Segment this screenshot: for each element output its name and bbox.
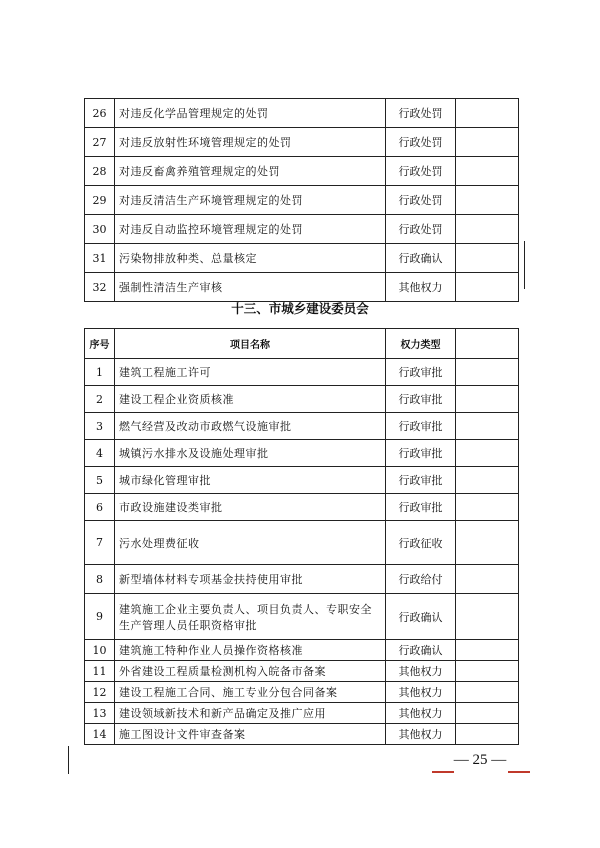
row-type: 行政审批 [386, 359, 456, 386]
table-row [85, 186, 519, 215]
row-number: 29 [85, 186, 115, 215]
row-name: 施工图设计文件审查备案 [115, 724, 386, 745]
row-name: 市政设施建设类审批 [115, 494, 386, 521]
continued-power-table [84, 98, 519, 302]
row-number: 30 [85, 215, 115, 244]
table-row [85, 157, 519, 186]
row-type: 行政确认 [386, 594, 456, 640]
table-row [85, 703, 519, 724]
construction-committee-power-table [84, 328, 519, 745]
row-name: 建筑工程施工许可 [115, 359, 386, 386]
row-blank [456, 565, 519, 594]
row-name: 建设工程施工合同、施工专业分包合同备案 [115, 682, 386, 703]
row-name: 城镇污水排水及设施处理审批 [115, 440, 386, 467]
row-type: 其他权力 [386, 661, 456, 682]
row-number: 12 [85, 682, 115, 703]
row-name: 燃气经营及改动市政燃气设施审批 [115, 413, 386, 440]
table-row [85, 467, 519, 494]
row-type: 其他权力 [386, 273, 456, 302]
table-row [85, 273, 519, 302]
table-row [85, 661, 519, 682]
row-blank [456, 682, 519, 703]
margin-rule [68, 746, 69, 774]
row-name: 对违反畜禽养殖管理规定的处罚 [115, 157, 386, 186]
row-name: 新型墙体材料专项基金扶持使用审批 [115, 565, 386, 594]
row-name: 对违反放射性环境管理规定的处罚 [115, 128, 386, 157]
table-header-row [85, 329, 519, 359]
row-blank [456, 494, 519, 521]
row-number: 1 [85, 359, 115, 386]
row-number: 9 [85, 594, 115, 640]
row-name: 对违反自动监控环境管理规定的处罚 [115, 215, 386, 244]
row-blank [456, 128, 519, 157]
row-name: 对违反化学品管理规定的处罚 [115, 99, 386, 128]
row-type: 行政确认 [386, 244, 456, 273]
row-number: 32 [85, 273, 115, 302]
row-blank [456, 273, 519, 302]
header-blank [456, 329, 519, 359]
row-name: 建设工程企业资质核准 [115, 386, 386, 413]
row-blank [456, 157, 519, 186]
row-type: 其他权力 [386, 724, 456, 745]
row-blank [456, 244, 519, 273]
row-type: 行政处罚 [386, 99, 456, 128]
row-type: 其他权力 [386, 703, 456, 724]
row-type: 行政审批 [386, 440, 456, 467]
row-blank [456, 215, 519, 244]
row-number: 27 [85, 128, 115, 157]
table-row [85, 215, 519, 244]
row-number: 3 [85, 413, 115, 440]
row-blank [456, 467, 519, 494]
row-blank [456, 521, 519, 565]
row-number: 26 [85, 99, 115, 128]
row-name: 污染物排放种类、总量核定 [115, 244, 386, 273]
row-name: 建设领域新技术和新产品确定及推广应用 [115, 703, 386, 724]
row-type: 行政处罚 [386, 157, 456, 186]
row-name: 强制性清洁生产审核 [115, 273, 386, 302]
row-number: 13 [85, 703, 115, 724]
table-row [85, 386, 519, 413]
row-number: 10 [85, 640, 115, 661]
row-type: 行政审批 [386, 386, 456, 413]
row-name: 建筑施工企业主要负责人、项目负责人、专职安全生产管理人员任职资格审批 [115, 594, 386, 640]
table-row [85, 724, 519, 745]
row-blank [456, 99, 519, 128]
page-number-underline-right [508, 771, 530, 773]
row-type: 行政审批 [386, 467, 456, 494]
page-number: — 25 — [453, 752, 507, 768]
row-name: 对违反清洁生产环境管理规定的处罚 [115, 186, 386, 215]
row-blank [456, 640, 519, 661]
table-row [85, 359, 519, 386]
row-type: 行政处罚 [386, 215, 456, 244]
row-blank [456, 386, 519, 413]
section-title: 十三、市城乡建设委员会 [231, 301, 369, 316]
row-blank [456, 440, 519, 467]
row-blank [456, 703, 519, 724]
row-number: 11 [85, 661, 115, 682]
row-number: 14 [85, 724, 115, 745]
row-number: 5 [85, 467, 115, 494]
table-row [85, 128, 519, 157]
row-number: 2 [85, 386, 115, 413]
row-name: 建筑施工特种作业人员操作资格核准 [115, 640, 386, 661]
row-blank [456, 594, 519, 640]
table-row [85, 594, 519, 640]
row-name: 污水处理费征收 [115, 521, 386, 565]
row-type: 行政征收 [386, 521, 456, 565]
header-no: 序号 [85, 329, 115, 359]
row-number: 6 [85, 494, 115, 521]
row-number: 8 [85, 565, 115, 594]
row-blank [456, 413, 519, 440]
row-number: 4 [85, 440, 115, 467]
row-type: 行政处罚 [386, 128, 456, 157]
table-row [85, 565, 519, 594]
row-name: 外省建设工程质量检测机构入皖备市备案 [115, 661, 386, 682]
row-type: 行政处罚 [386, 186, 456, 215]
table-row [85, 440, 519, 467]
row-number: 31 [85, 244, 115, 273]
table-row [85, 413, 519, 440]
table-row [85, 494, 519, 521]
row-type: 行政给付 [386, 565, 456, 594]
row-type: 行政审批 [386, 413, 456, 440]
row-blank [456, 186, 519, 215]
table-row [85, 99, 519, 128]
row-type: 行政审批 [386, 494, 456, 521]
table-edge-line [524, 241, 525, 289]
table-row [85, 640, 519, 661]
table-row [85, 244, 519, 273]
header-name: 项目名称 [115, 329, 386, 359]
row-number: 28 [85, 157, 115, 186]
page-number-underline-left [432, 771, 454, 773]
row-number: 7 [85, 521, 115, 565]
row-type: 行政确认 [386, 640, 456, 661]
header-type: 权力类型 [386, 329, 456, 359]
table-row [85, 521, 519, 565]
row-name: 城市绿化管理审批 [115, 467, 386, 494]
row-type: 其他权力 [386, 682, 456, 703]
row-blank [456, 661, 519, 682]
row-blank [456, 724, 519, 745]
row-blank [456, 359, 519, 386]
table-row [85, 682, 519, 703]
